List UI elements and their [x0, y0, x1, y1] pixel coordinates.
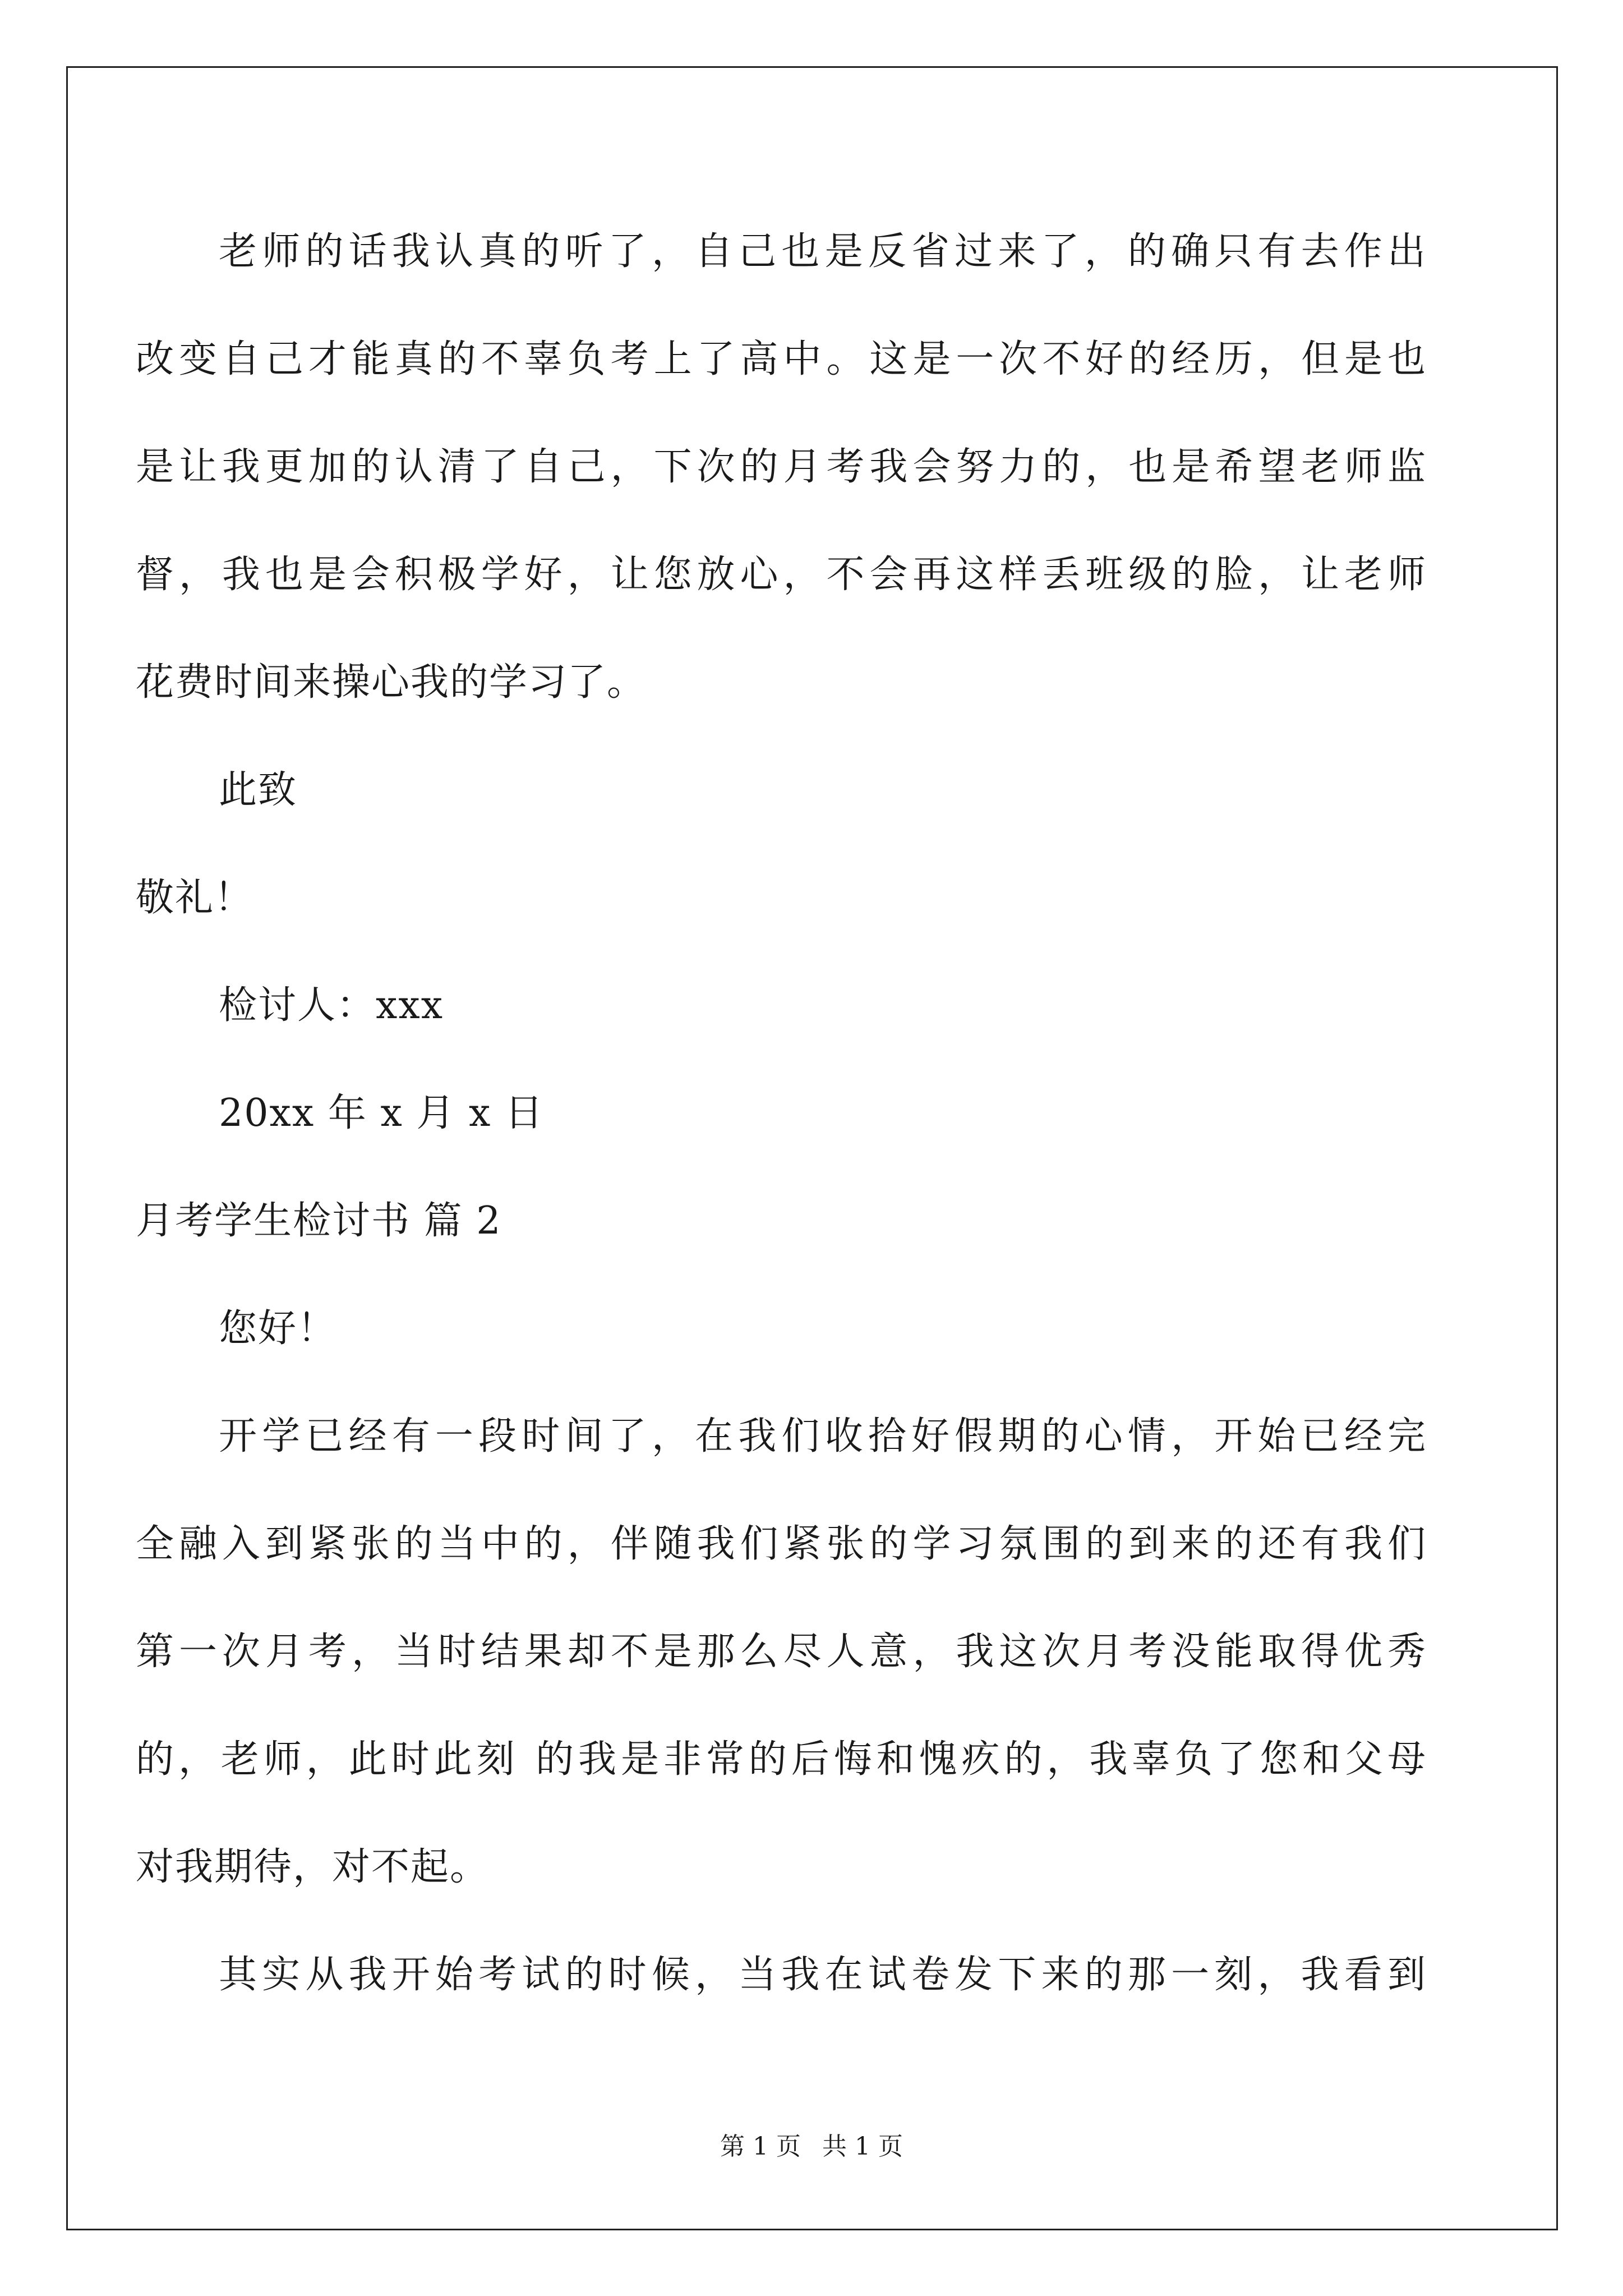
closing-salutation: 此致: [219, 768, 298, 812]
paragraph-line: 花费时间来操心我的学习了。: [136, 660, 647, 705]
signature-date: 20xx 年 x 月 x 日: [219, 1091, 545, 1135]
section-heading: 月考学生检讨书 篇 2: [136, 1199, 502, 1243]
paragraph-line: 其实从我开始考试的时候，当我在试卷发下来的那一刻，我看到: [219, 1953, 1426, 1997]
paragraph-line: 的，老师，此时此刻 的我是非常的后悔和愧疚的，我辜负了您和父母: [136, 1737, 1426, 1782]
paragraph-line: 是让我更加的认清了自己，下次的月考我会努力的，也是希望老师监: [136, 445, 1426, 489]
paragraph-line: 老师的话我认真的听了，自己也是反省过来了，的确只有去作出: [219, 229, 1426, 274]
closing-regards: 敬礼！: [136, 876, 254, 920]
page-footer: [0, 2134, 1623, 2159]
paragraph-line: 开学已经有一段时间了，在我们收拾好假期的心情，开始已经完: [219, 1414, 1426, 1458]
paragraph-line: 对我期待，对不起。: [136, 1845, 490, 1889]
paragraph-line: 改变自己才能真的不辜负考上了高中。这是一次不好的经历，但是也: [136, 337, 1426, 381]
page-total: 共 1 页: [822, 2132, 903, 2161]
paragraph-line: 督，我也是会积极学好，让您放心，不会再这样丢班级的脸，让老师: [136, 553, 1426, 597]
page-border: [66, 66, 1558, 2230]
greeting: 您好！: [219, 1306, 337, 1351]
signature-author: 检讨人：xxx: [219, 983, 444, 1028]
page-number: 第 1 页: [720, 2132, 801, 2161]
paragraph-line: 全融入到紧张的当中的，伴随我们紧张的学习氛围的到来的还有我们: [136, 1522, 1426, 1566]
paragraph-line: 第一次月考，当时结果却不是那么尽人意，我这次月考没能取得优秀: [136, 1630, 1426, 1674]
